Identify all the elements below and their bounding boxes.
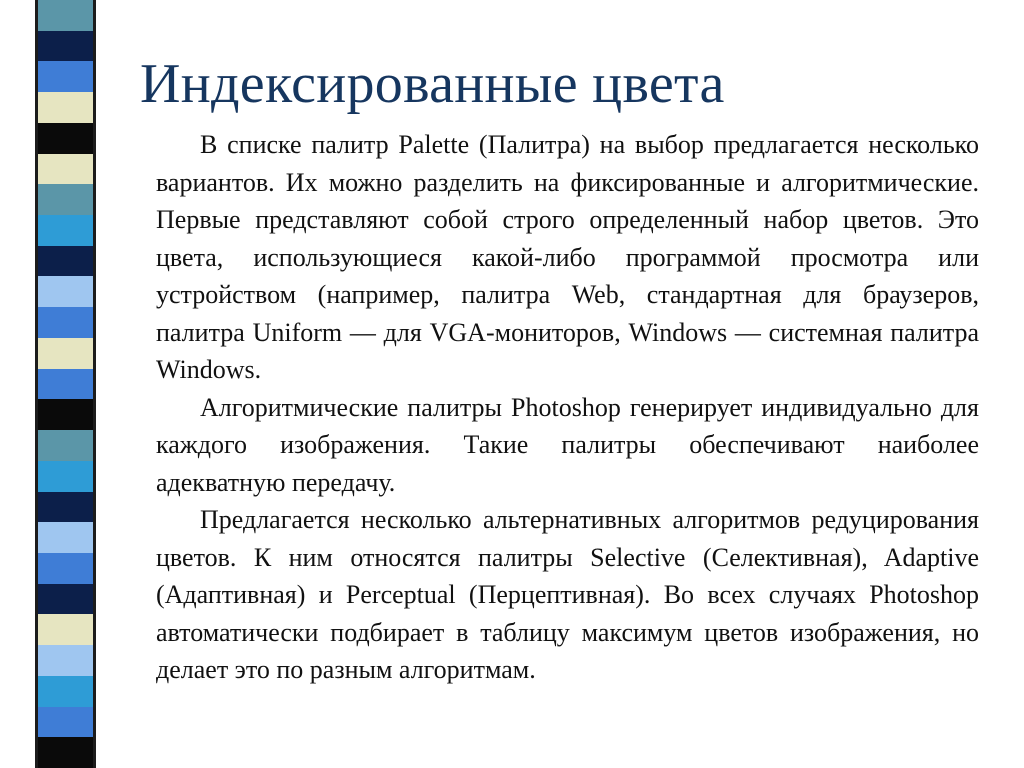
stripe-segment	[35, 61, 96, 92]
stripe-segment	[35, 461, 96, 492]
stripe-segment	[35, 92, 96, 123]
stripe-segment	[35, 215, 96, 246]
stripe-segment	[35, 369, 96, 400]
slide-body	[156, 126, 979, 689]
stripe-segment	[35, 553, 96, 584]
stripe-segment	[35, 492, 96, 523]
stripe-segment	[35, 184, 96, 215]
paragraph-reduction-algorithms: Предлагается несколько альтернативных алгоритмов редуцирования цветов. К ним относятся палитры Selective (Селективная), Adaptive (Адаптивная) и Perceptual (Перцептивная). Во всех случаях Photoshop автоматически подбирает в таблицу максимум цветов изображения, но делает это по разным алгоритмам.	[156, 505, 979, 684]
stripe-segment	[35, 430, 96, 461]
stripe-right-edge	[93, 0, 96, 768]
stripe-segment	[35, 123, 96, 154]
stripe-segment	[35, 737, 96, 768]
stripe-segment	[35, 645, 96, 676]
decorative-stripe-strip	[0, 0, 118, 768]
stripe-segment	[35, 614, 96, 645]
stripe-segment	[35, 522, 96, 553]
stripe-band	[35, 0, 96, 768]
stripe-segment	[35, 584, 96, 615]
paragraph-algorithmic-palettes: Алгоритмические палитры Photoshop генерирует индивидуально для каждого изображения. Такие палитры обеспечивают наиболее адекватную передачу.	[156, 392, 979, 497]
stripe-segment	[35, 246, 96, 277]
stripe-segment	[35, 399, 96, 430]
stripe-segment	[35, 0, 96, 31]
stripe-left-edge	[35, 0, 38, 768]
stripe-segment	[35, 154, 96, 185]
stripe-segment	[35, 707, 96, 738]
stripe-segment	[35, 338, 96, 369]
paragraph-fixed-and-algorithmic-palettes: В списке палитр Palette (Палитра) на выбор предлагается несколько вариантов. Их можно разделить на фиксированные и алгоритмические. Первые представляют собой строго определенный набор цветов. Это цвета, использующиеся какой-либо программой просмотра или устройством (например, палитра Web, стандартная для браузеров, палитра Uniform — для VGA-мониторов, Windows — системная палитра Windows.	[156, 130, 979, 384]
slide-title: Индексированные цвета	[140, 53, 725, 115]
stripe-segment	[35, 307, 96, 338]
stripe-segment	[35, 676, 96, 707]
stripe-segment	[35, 276, 96, 307]
stripe-segment	[35, 31, 96, 62]
